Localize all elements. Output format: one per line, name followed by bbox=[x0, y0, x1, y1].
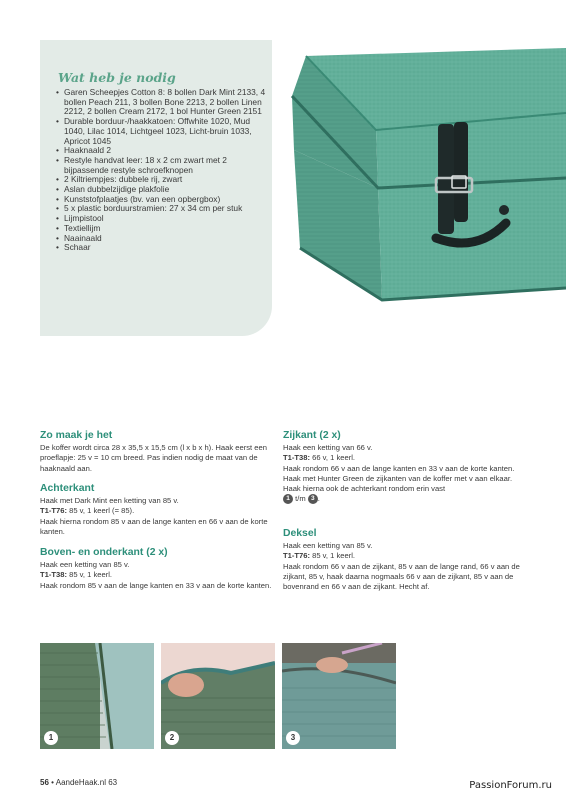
zijkant-line: Haak een ketting van 66 v. bbox=[283, 443, 373, 452]
boven-onder-row bbox=[40, 570, 272, 580]
achterkant-row bbox=[40, 506, 272, 516]
watermark: PassionForum.ru bbox=[469, 780, 552, 791]
step-badge-1: 1 bbox=[283, 494, 293, 504]
footer-bullet: • bbox=[51, 778, 54, 787]
materials-item: • Schaar bbox=[56, 243, 268, 253]
row-text: 85 v, 1 keerl. bbox=[67, 570, 113, 580]
deksel-heading: Deksel bbox=[283, 528, 317, 539]
step-photo-2 bbox=[161, 643, 275, 749]
boven-onder-line: Haak een ketting van 85 v. bbox=[40, 560, 130, 569]
section-achterkant bbox=[40, 483, 272, 537]
row-text: 85 v, 1 keerl (= 85). bbox=[67, 506, 135, 516]
materials-item: • Aslan dubbelzijdige plakfolie bbox=[56, 185, 268, 195]
how-to-text: De koffer wordt circa 28 x 35,5 x 15,5 cm (l x b x h). Haak eerst een proeflapje: 25 v = 10 cm breed. Pas indien nodig de maat van de haaknaald aan. bbox=[40, 443, 267, 473]
section-zijkant bbox=[283, 430, 528, 505]
step-photo-1 bbox=[40, 643, 154, 749]
achterkant-heading: Achterkant bbox=[40, 483, 95, 494]
materials-item: • Textiellijm bbox=[56, 224, 268, 234]
zijkant-row bbox=[283, 453, 528, 463]
row-label: T1-T38: bbox=[283, 453, 311, 463]
materials-list bbox=[56, 88, 268, 253]
zijkant-heading: Zijkant (2 x) bbox=[283, 430, 341, 441]
achterkant-line: Haak hierna rondom 85 v aan de lange kanten en 66 v aan de korte kanten. bbox=[40, 516, 268, 536]
section-how-to bbox=[40, 430, 272, 474]
page-number: 56 bbox=[40, 778, 49, 787]
zijkant-line: Haak rondom 66 v aan de lange kanten en 33 v aan de korte kanten. bbox=[283, 463, 515, 473]
deksel-row bbox=[283, 551, 528, 561]
step-number-badge: 3 bbox=[286, 731, 300, 745]
zijkant-line: Haak met Hunter Green de zijkanten van de koffer met v aan elkaar. Haak hierna ook de achterkant rondom erin vast 1 t/m 3 . bbox=[283, 473, 513, 504]
materials-item: • Kunststofplaatjes (bv. van een opbergbox) bbox=[56, 195, 268, 205]
materials-item: • 2 Kiltriempjes: dubbele rij, zwart bbox=[56, 175, 268, 185]
step-photo-3 bbox=[282, 643, 396, 749]
achterkant-line: Haak met Dark Mint een ketting van 85 v. bbox=[40, 496, 179, 505]
row-text: 66 v, 1 keerl. bbox=[310, 453, 356, 463]
deksel-line: Haak rondom 66 v aan de zijkant, 85 v aan de lange rand, 66 v aan de zijkant, 85 v, haak daarna nogmaals 66 v aan de zijkant, 85 v aan de bovenrand en 66 v aan de zijkant. Hecht af. bbox=[283, 561, 520, 592]
materials-item: • Restyle handvat leer: 18 x 2 cm zwart met 2 bijpassende restyle schroefknopen bbox=[56, 156, 268, 175]
row-label: T1-T38: bbox=[40, 570, 68, 580]
row-text: 85 v, 1 keerl. bbox=[310, 551, 356, 561]
footer-source: AandeHaak.nl 63 bbox=[55, 778, 118, 787]
row-label: T1-T76: bbox=[40, 506, 68, 516]
step-number-badge: 1 bbox=[44, 731, 58, 745]
row-label: T1-T76: bbox=[283, 551, 311, 561]
boven-onder-heading: Boven- en onderkant (2 x) bbox=[40, 547, 168, 558]
materials-title: Wat heb je nodig bbox=[58, 70, 176, 85]
step-badge-3: 3 bbox=[308, 494, 318, 504]
materials-item: • Durable borduur-/haakkatoen: Offwhite 1020, Mud 1040, Lilac 1014, Lichtgeel 1023, Licht-bruin 1033, Apricot 1045 bbox=[56, 117, 268, 146]
how-to-heading: Zo maak je het bbox=[40, 430, 113, 441]
section-boven-onder bbox=[40, 547, 272, 591]
section-deksel bbox=[283, 528, 528, 592]
deksel-line: Haak een ketting van 85 v. bbox=[283, 541, 373, 550]
materials-item: • Garen Scheepjes Cotton 8: 8 bollen Dark Mint 2133, 4 bollen Peach 211, 3 bollen Bone 2213, 2 bollen Linen 2212, 2 bollen Cream 2172, 1 bol Hunter Green 2151 bbox=[56, 88, 268, 117]
suitcase-photo bbox=[286, 38, 566, 320]
boven-onder-line: Haak rondom 85 v aan de lange kanten en 33 v aan de korte kanten. bbox=[40, 580, 272, 590]
page-footer bbox=[40, 778, 117, 787]
materials-item: • 5 x plastic borduurstramien: 27 x 34 cm per stuk bbox=[56, 204, 268, 214]
step-number-badge: 2 bbox=[165, 731, 179, 745]
materials-item: • Haaknaald 2 bbox=[56, 146, 268, 156]
materials-item: • Naainaald bbox=[56, 234, 268, 244]
materials-item: • Lijmpistool bbox=[56, 214, 268, 224]
